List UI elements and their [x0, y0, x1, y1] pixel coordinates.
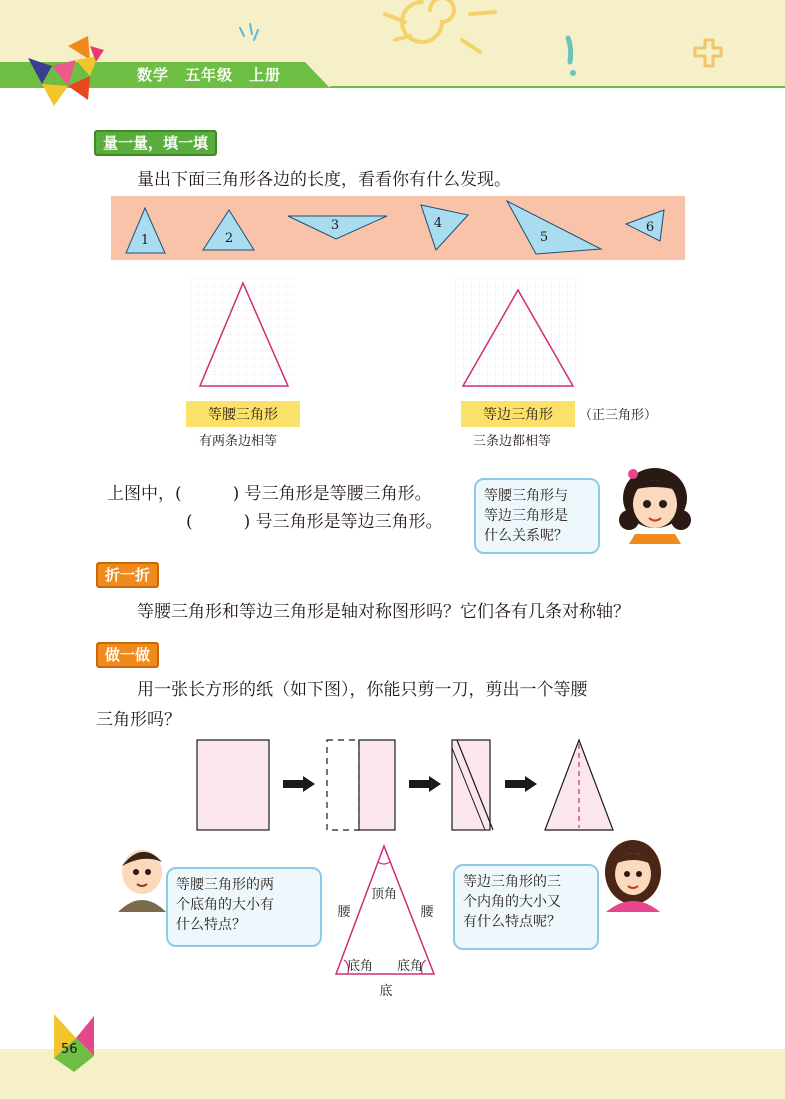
cut-instruction-line2: 三角形吗？ [96, 710, 181, 730]
triangle-number-6: 6 [645, 220, 655, 235]
woman-avatar [600, 836, 666, 912]
header-rule [330, 86, 785, 88]
isosceles-grid-figure [190, 278, 294, 390]
equilateral-note: 三条边都相等 [473, 434, 552, 449]
isosceles-note: 有两条边相等 [199, 434, 278, 449]
section-tag-measure: 量一量，填一填 [94, 130, 217, 156]
boy-avatar [110, 842, 170, 912]
arrow-right-icon [505, 776, 537, 792]
plus-icon [695, 40, 721, 66]
exclamation-dot-icon [570, 70, 576, 76]
arrow-right-icon [283, 776, 315, 792]
woman-speech-bubble: 等边三角形的三 个内角的大小又 有什么特点呢？ [453, 864, 599, 950]
sun-icon [385, 0, 495, 52]
girl-speech-bubble: 等腰三角形与 等边三角形是 什么关系呢？ [474, 478, 600, 554]
base-label: 底 [379, 984, 393, 999]
footer-band [0, 1049, 785, 1099]
step2-paper [359, 740, 395, 830]
triangle-number-5: 5 [539, 230, 549, 245]
equilateral-label: 等边三角形 [461, 401, 575, 427]
base-angle-left-label: 底角 [346, 959, 374, 974]
measure-instruction: 量出下面三角形各边的长度，看看你有什么发现。 [137, 170, 511, 190]
step2-folded-half [327, 740, 359, 830]
header-title: 数学 五年级 上册 [137, 66, 282, 84]
apex-angle-arc [378, 862, 390, 864]
triangle-strip [111, 196, 685, 260]
equilateral-grid-figure [455, 278, 580, 390]
apex-angle-label: 顶角 [370, 887, 398, 902]
question-equilateral: ( ) 号三角形是等边三角形。 [186, 512, 443, 532]
base-angle-right-label: 底角 [396, 959, 424, 974]
salmon-strip [111, 196, 685, 260]
step3-paper [452, 740, 490, 830]
triangle-number-1: 1 [140, 233, 150, 248]
triangle-number-2: 2 [224, 231, 234, 246]
cut-instruction-line1: 用一张长方形的纸（如下图），你能只剪一刀，剪出一个等腰 [137, 680, 588, 700]
question-isosceles: 上图中，( ) 号三角形是等腰三角形。 [107, 484, 432, 504]
labelled-isosceles-triangle [336, 846, 434, 974]
exclamation-icon [568, 38, 571, 62]
arrow-right-icon [409, 776, 441, 792]
fold-question: 等腰三角形和等边三角形是轴对称图形吗？它们各有几条对称轴？ [137, 602, 630, 622]
girl-avatar [615, 462, 695, 544]
equilateral-alias: （正三角形） [579, 408, 658, 423]
triangle-number-3: 3 [330, 218, 340, 233]
page-number: 56 [61, 1042, 78, 1057]
section-tag-fold: 折一折 [96, 562, 159, 588]
leg-left-label: 腰 [337, 905, 351, 920]
tangram-logo-icon [28, 36, 118, 112]
boy-speech-bubble: 等腰三角形的两 个底角的大小有 什么特点？ [166, 867, 322, 947]
step1-rectangle [197, 740, 269, 830]
isosceles-parts-diagram [326, 838, 446, 1004]
section-tag-do: 做一做 [96, 642, 159, 668]
leg-right-label: 腰 [420, 905, 434, 920]
paper-cutting-steps [195, 736, 620, 834]
triangle-number-4: 4 [433, 216, 443, 231]
isosceles-label: 等腰三角形 [186, 401, 300, 427]
sparkle-icon [240, 24, 258, 40]
